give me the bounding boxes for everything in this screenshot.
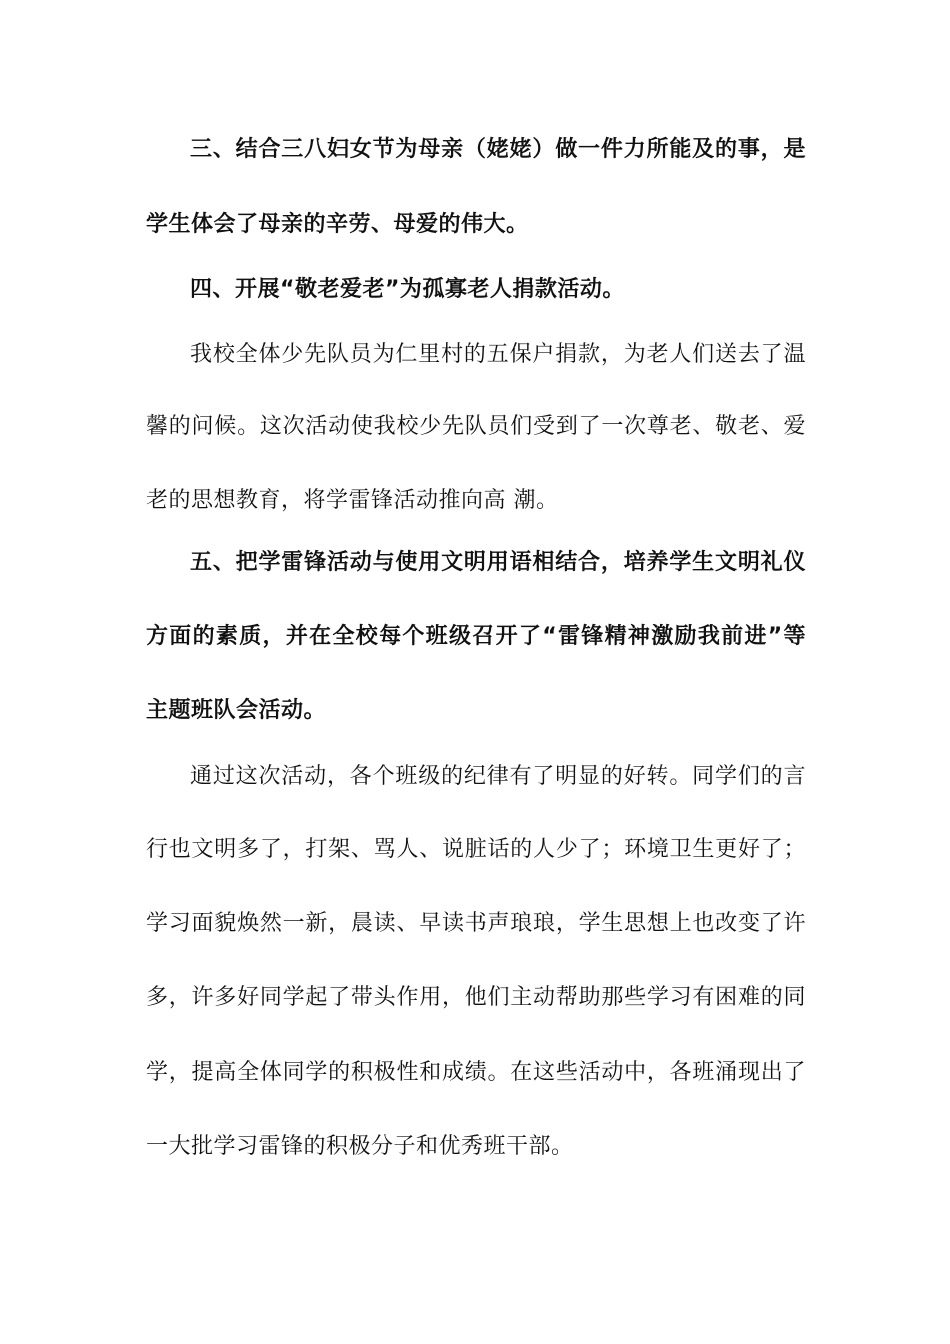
body-5-line-3: 学习面貌焕然一新，晨读、早读书声琅琅，学生思想上也改变了许 xyxy=(146,911,806,936)
body-5-line-5: 学，提高全体同学的积极性和成绩。在这些活动中，各班涌现出了 xyxy=(146,1060,806,1085)
body-5-line-6: 一大批学习雷锋的积极分子和优秀班干部。 xyxy=(146,1134,574,1159)
heading-3-line-1: 三、结合三八妇女节为母亲（姥姥）做一件力所能及的事，是 xyxy=(190,137,806,162)
heading-4-line-1: 四、开展“敬老爱老”为孤寡老人捐款活动。 xyxy=(190,277,625,302)
body-5-line-1: 通过这次活动，各个班级的纪律有了明显的好转。同学们的言 xyxy=(190,764,806,789)
body-4-line-1: 我校全体少先队员为仁里村的五保户捐款，为老人们送去了温 xyxy=(190,342,806,367)
body-5-line-2: 行也文明多了，打架、骂人、说脏话的人少了；环境卫生更好了； xyxy=(146,837,806,862)
heading-5-line-3: 主题班队会活动。 xyxy=(146,698,327,723)
heading-5-line-2: 方面的素质，并在全校每个班级召开了“雷锋精神激励我前进”等 xyxy=(146,624,806,649)
body-4-line-2: 馨的问候。这次活动使我校少先队员们受到了一次尊老、敬老、爱 xyxy=(146,414,806,439)
body-5-line-4: 多，许多好同学起了带头作用，他们主动帮助那些学习有困难的同 xyxy=(146,985,806,1010)
heading-3-line-2: 学生体会了母亲的辛劳、母爱的伟大。 xyxy=(146,212,529,237)
heading-5-line-1: 五、把学雷锋活动与使用文明用语相结合，培养学生文明礼仪 xyxy=(190,550,806,575)
body-4-line-3: 老的思想教育，将学雷锋活动推向高 潮。 xyxy=(146,488,559,513)
